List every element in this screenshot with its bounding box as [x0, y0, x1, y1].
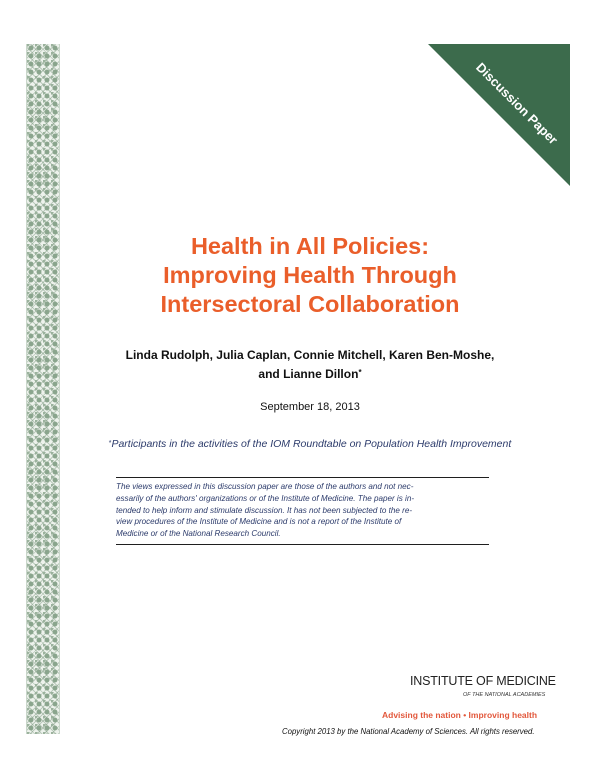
title-line: Improving Health Through	[163, 262, 457, 288]
author-line: Linda Rudolph, Julia Caplan, Connie Mitchell, Karen Ben-Moshe,	[125, 348, 495, 362]
disclaimer-line: view procedures of the Institute of Medicine and is not a report of the Institute of	[116, 517, 402, 527]
footnote-marker: *	[108, 440, 112, 447]
discussion-paper-corner-banner	[428, 44, 570, 186]
document-title	[40, 232, 580, 319]
author-line	[80, 364, 540, 383]
copyright-notice: Copyright 2013 by the National Academy of Sciences. All rights reserved.	[282, 727, 535, 736]
disclaimer-line: tended to help inform and stimulate discussion. It has not been subjected to the re-	[116, 505, 413, 515]
participants-text: Participants in the activities of the IOM Roundtable on Population Health Improvement	[111, 438, 512, 450]
title-line: Intersectoral Collaboration	[160, 291, 460, 317]
participants-footnote	[40, 438, 580, 450]
disclaimer-line: The views expressed in this discussion paper are those of the authors and not nec-	[116, 482, 414, 491]
corner-triangle	[428, 44, 570, 186]
publication-date: September 18, 2013	[260, 401, 360, 413]
iom-tagline: Advising the nation • Improving health	[382, 710, 538, 720]
author-list	[80, 347, 540, 383]
disclaimer-line: Medicine or of the National Research Council.	[116, 529, 281, 539]
disclaimer-box	[116, 477, 489, 545]
author-line-text: and Lianne Dillon	[258, 367, 359, 381]
decorative-side-pattern	[26, 44, 60, 734]
title-line: Health in All Policies:	[190, 233, 430, 259]
iom-logo-subtitle: OF THE NATIONAL ACADEMIES	[463, 692, 546, 698]
footnote-marker: *	[358, 368, 362, 377]
iom-logo-name: INSTITUTE OF MEDICINE	[410, 674, 556, 688]
disclaimer-line: essarily of the authors' organizations or of the Institute of Medicine. The paper is in-	[116, 493, 415, 503]
corner-label: Discussion Paper	[473, 59, 561, 148]
